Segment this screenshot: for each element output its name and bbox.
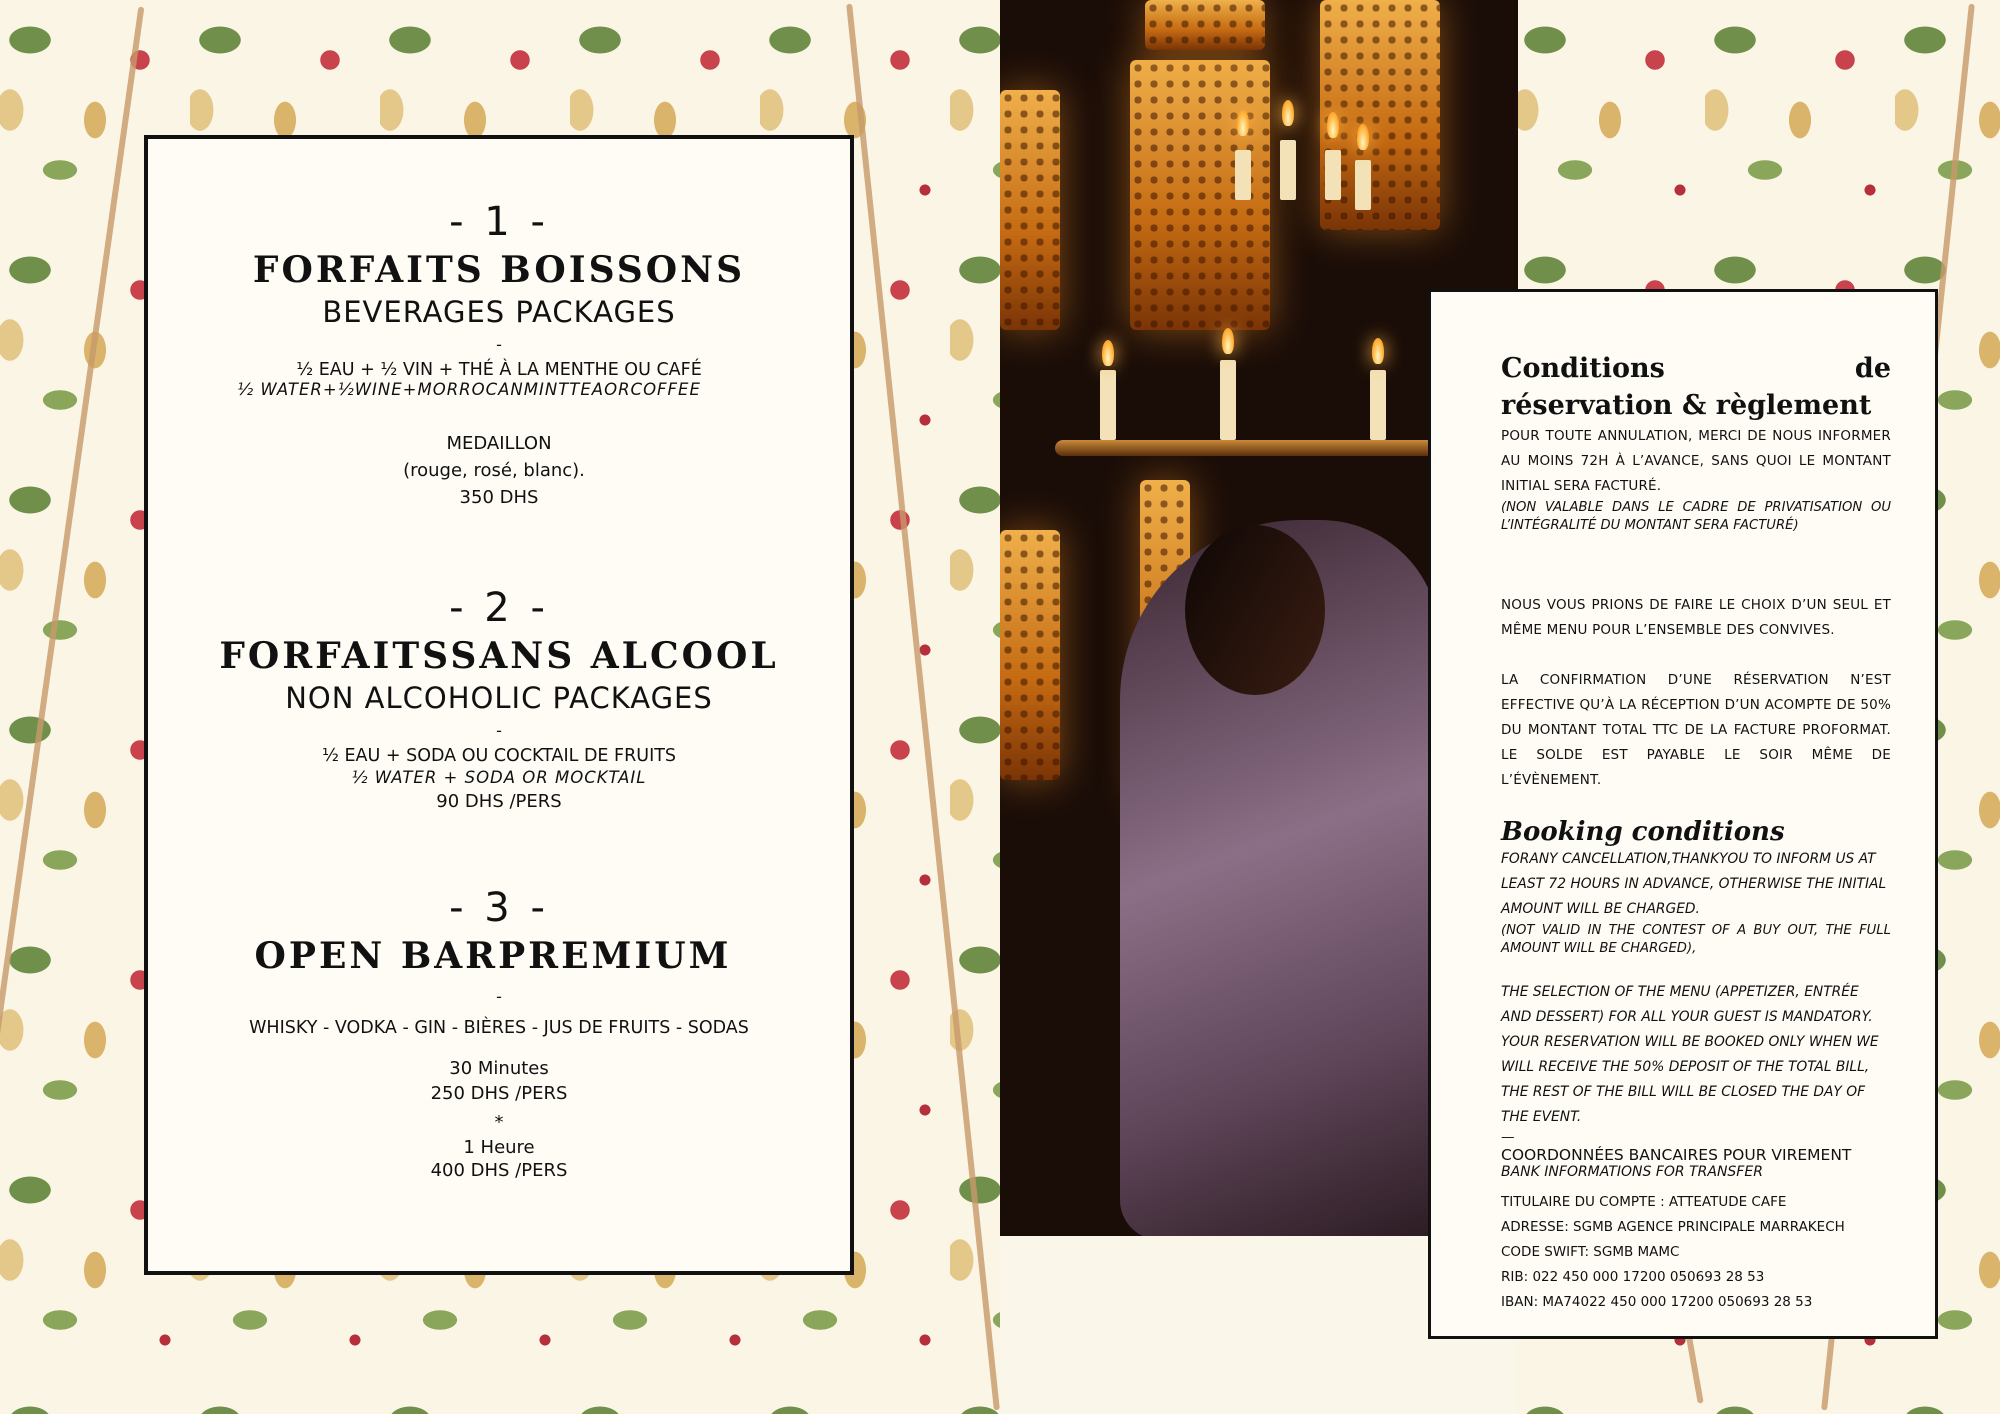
divider: - [496, 721, 502, 740]
wine-name: MEDAILLON [446, 433, 552, 454]
package-title-en: NON ALCOHOLIC PACKAGES [285, 681, 713, 715]
deposit-text-en: YOUR RESERVATION WILL BE BOOKED ONLY WHEN WE WILL RECEIVE THE 50% DEPOSIT OF THE TOTAL BILL, THE REST OF THE BILL WILL BE CLOSED THE DAY OF THE EVENT. [1501, 1034, 1879, 1125]
package-contents-en: ½ WATER + SODA OR MOCKTAIL [351, 768, 647, 787]
booking-conditions-card [1428, 289, 1938, 1339]
wine-types: (rouge, rosé, blanc). [403, 460, 585, 481]
package-contents-fr: ½ EAU + ½ VIN + THÉ À LA MENTHE OU CAFÉ [296, 360, 702, 380]
package-2 [148, 585, 850, 812]
divider: - [496, 335, 502, 354]
cancellation-text-en: FORANY CANCELLATION,THANKYOU TO INFORM US AT LEAST 72 HOURS IN ADVANCE, OTHERWISE THE INITIAL AMOUNT WILL BE CHARGED. [1501, 851, 1887, 917]
cancellation-note-fr: (NON VALABLE DANS LE CADRE DE PRIVATISATION OU L’INTÉGRALITÉ DU MONTANT SERA FACTURÉ) [1501, 500, 1891, 533]
bank-title-fr: COORDONNÉES BANCAIRES POUR VIREMENT [1501, 1146, 1852, 1164]
package-title-fr: FORFAITSSANS ALCOOL [219, 635, 779, 677]
bank-address: ADRESSE: SGMB AGENCE PRINCIPALE MARRAKECH [1501, 1219, 1845, 1235]
conditions-title-fr: Conditions de réservation & règlement [1501, 353, 1891, 421]
account-holder: TITULAIRE DU COMPTE : ATTEATUDE CAFE [1501, 1194, 1787, 1210]
package-1 [148, 199, 850, 508]
option-2-price: 400 DHS /PERS [430, 1160, 568, 1181]
rule: — [1501, 1129, 1515, 1145]
package-price: 350 DHS [459, 487, 539, 508]
option-1-duration: 30 Minutes [449, 1058, 549, 1079]
rib-number: RIB: 022 450 000 17200 050693 28 53 [1501, 1269, 1765, 1285]
package-price: 90 DHS /PERS [436, 791, 562, 812]
menu-text-en: THE SELECTION OF THE MENU (APPETIZER, ENTRÉE AND DESSERT) FOR ALL YOUR GUEST IS MANDATORY. [1501, 984, 1873, 1025]
package-number: - 3 - [449, 885, 549, 931]
package-number: - 2 - [449, 585, 549, 631]
package-contents-fr: ½ EAU + SODA OU COCKTAIL DE FRUITS [321, 746, 677, 766]
package-contents-en: ½ WATER+½WINE+MORROCANMINTTEAORCOFFEE [237, 380, 701, 399]
package-title-fr: OPEN BARPREMIUM [254, 935, 732, 977]
option-separator: * [494, 1112, 504, 1133]
open-bar-drinks: WHISKY - VODKA - GIN - BIÈRES - JUS DE FRUITS - SODAS [249, 1018, 749, 1038]
swift-code: CODE SWIFT: SGMB MAMC [1501, 1244, 1680, 1260]
iban-number: IBAN: MA74022 450 000 17200 050693 28 53 [1501, 1294, 1813, 1310]
menu-text-fr: NOUS VOUS PRIONS DE FAIRE LE CHOIX D’UN SEUL ET MÊME MENU POUR L’ENSEMBLE DES CONVIVES. [1501, 597, 1891, 638]
package-number: - 1 - [449, 199, 549, 245]
package-title-en: BEVERAGES PACKAGES [322, 295, 676, 329]
option-2-duration: 1 Heure [463, 1137, 535, 1158]
option-1-price: 250 DHS /PERS [430, 1083, 568, 1104]
cancellation-text-fr: POUR TOUTE ANNULATION, MERCI DE NOUS INFORMER AU MOINS 72H À L’AVANCE, SANS QUOI LE MONTANT INITIAL SERA FACTURÉ. [1501, 428, 1891, 494]
cancellation-note-en: (NOT VALID IN THE CONTEST OF A BUY OUT, THE FULL AMOUNT WILL BE CHARGED), [1501, 923, 1891, 956]
package-title-fr: FORFAITS BOISSONS [252, 249, 746, 291]
account-details [1501, 1190, 1891, 1315]
package-3 [148, 885, 850, 1181]
divider: - [496, 987, 502, 1006]
deposit-text-fr: LA CONFIRMATION D’UNE RÉSERVATION N’EST EFFECTIVE QU’À LA RÉCEPTION D’UN ACOMPTE DE 50% DU MONTANT TOTAL TTC DE LA FACTURE PROFORMAT. LE SOLDE EST PAYABLE LE SOIR MÊME DE L’ÉVÈNEMENT. [1501, 672, 1891, 788]
beverage-packages-card [144, 135, 854, 1275]
bank-title-en: BANK INFORMATIONS FOR TRANSFER [1501, 1164, 1763, 1180]
conditions-title-en: Booking conditions [1501, 817, 1785, 847]
